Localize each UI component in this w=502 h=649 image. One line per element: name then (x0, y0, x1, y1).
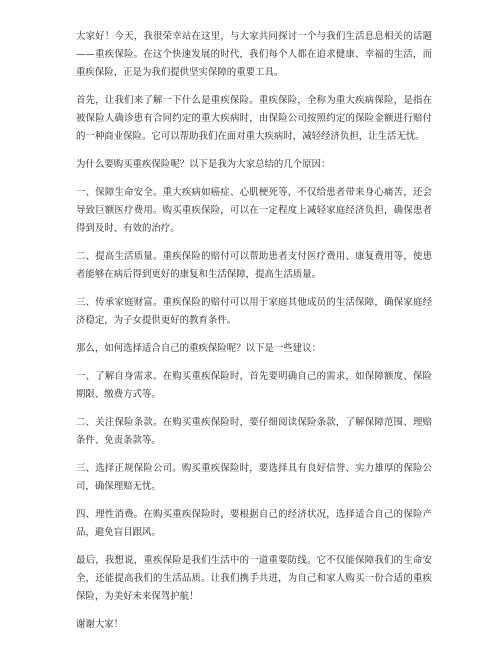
speech-body (76, 28, 432, 634)
paragraph-greeting: 大家好！今天，我很荣幸站在这里，与大家共同探讨一个与我们生活息息相关的话题——重疾保险。在这个快速发展的时代，我们每个人都在追求健康、幸福的生活，而重疾保险，正是为我们提供坚实保障的重要工具。 (76, 31, 432, 78)
paragraph-advice-intro: 那么，如何选择适合自己的重疾保险呢？以下是一些建议： (76, 343, 322, 354)
paragraph-thanks: 谢谢大家！ (76, 619, 124, 630)
paragraph-advice-2: 二、关注保险条款。在购买重疾保险时，要仔细阅读保险条款，了解保障范围、理赔条件、免责条款等。 (76, 417, 432, 446)
paragraph-reason-1: 一、保障生命安全。重大疾病如癌症、心肌梗死等，不仅给患者带来身心痛苦，还会导致巨额医疗费用。购买重疾保险，可以在一定程度上减轻家庭经济负担，确保患者得到及时、有效的治疗。 (76, 187, 432, 234)
paragraph-definition: 首先，让我们来了解一下什么是重疾保险。重疾保险，全称为重大疾病保险，是指在被保险人确诊患有合同约定的重大疾病时，由保险公司按照约定的保险金额进行赔付的一种商业保险。它可以帮助我们在面对重大疾病时，减轻经济负担，让生活无忧。 (76, 95, 432, 142)
paragraph-conclusion: 最后，我想说，重疾保险是我们生活中的一道重要防线。它不仅能保障我们的生命安全，还能提高我们的生活品质。让我们携手共进，为自己和家人购买一份合适的重疾保险，为美好未来保驾护航！ (76, 555, 432, 602)
paragraph-advice-4: 四、理性消费。在购买重疾保险时，要根据自己的经济状况，选择适合自己的保险产品，避免盲目跟风。 (76, 509, 432, 538)
paragraph-reason-2: 二、提高生活质量。重疾保险的赔付可以帮助患者支付医疗费用、康复费用等，使患者能够在病后得到更好的康复和生活保障，提高生活质量。 (76, 251, 432, 280)
paragraph-reason-3: 三、传承家庭财富。重疾保险的赔付可以用于家庭其他成员的生活保障，确保家庭经济稳定，为子女提供更好的教育条件。 (76, 297, 432, 326)
paragraph-reasons-intro: 为什么要购买重疾保险呢？以下是我为大家总结的几个原因： (76, 159, 331, 170)
paragraph-advice-1: 一、了解自身需求。在购买重疾保险时，首先要明确自己的需求，如保障额度、保险期限、缴费方式等。 (76, 371, 432, 400)
paragraph-advice-3: 三、选择正规保险公司。购买重疾保险时，要选择具有良好信誉、实力雄厚的保险公司，确保理赔无忧。 (76, 463, 432, 492)
